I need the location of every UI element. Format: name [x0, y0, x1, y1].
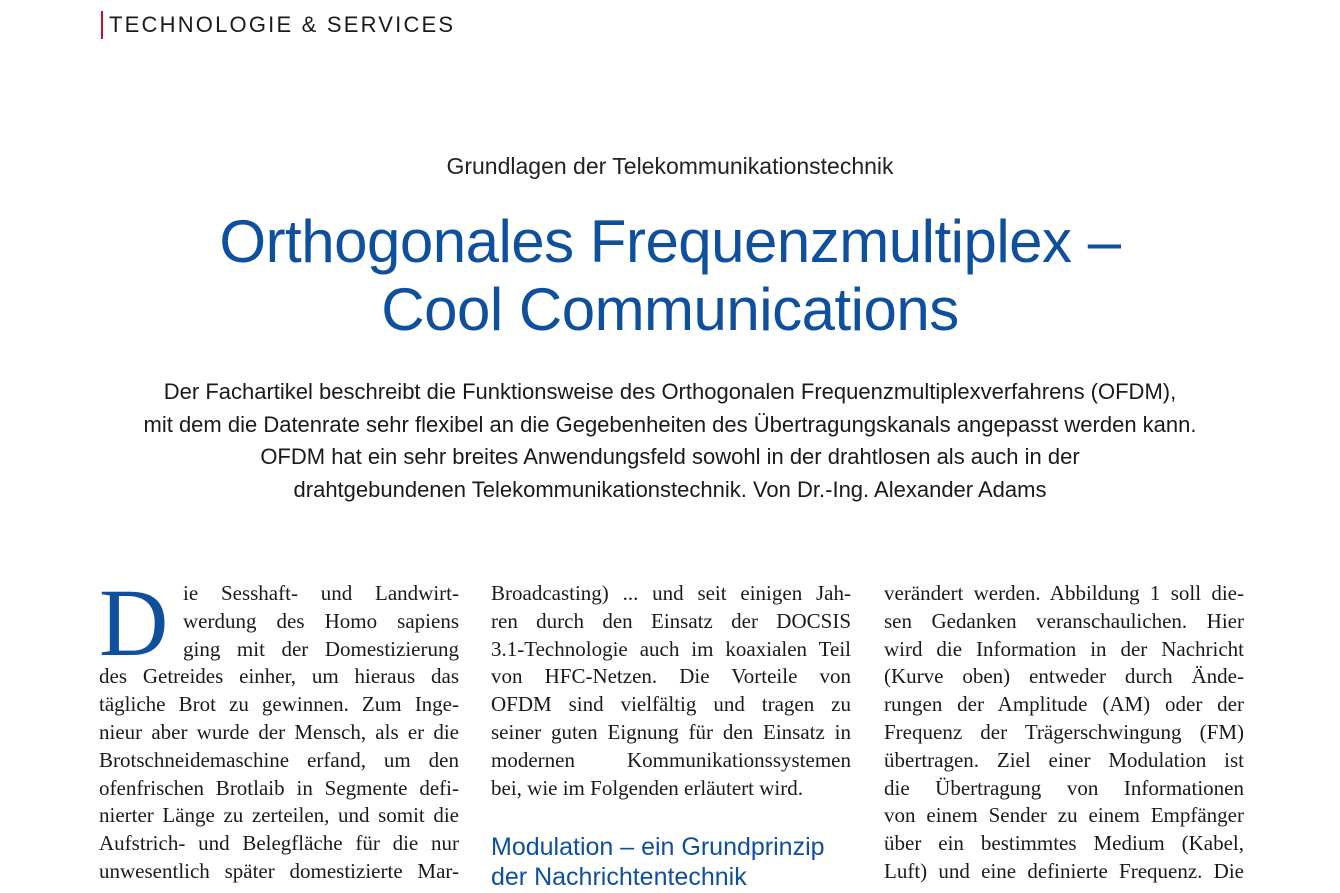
headline-line-2: Cool Communications	[381, 276, 959, 343]
subhead-line-2: der Nachrichtentechnik	[491, 863, 747, 891]
lead-line: Der Fachartikel beschreibt die Funktionsweise des Orthogonalen Frequenzmultiplexverfahrens (OFDM),	[163, 379, 1177, 404]
body-line: 3.1-Technologie auch im koaxialen Teil	[491, 636, 851, 661]
body-line: von einem Sender zu einem Empfänger	[884, 803, 1244, 828]
article-kicker: Grundlagen der Telekommunikationstechnik	[446, 153, 894, 179]
body-line: die Übertragung von Informationen	[884, 775, 1244, 800]
section-header: TECHNOLOGIE & SERVICES	[101, 11, 455, 39]
body-line: ofenfrischen Brotlaib in Segmente defi-	[99, 775, 459, 800]
body-line: nieur aber wurde der Mensch, als er die	[99, 719, 459, 744]
body-line: unwesentlich später domestizierte Mar-	[99, 858, 459, 883]
lead-line: OFDM hat ein sehr breites Anwendungsfeld sowohl in der drahtlosen als auch in der	[260, 444, 1080, 469]
lead-line: mit dem die Datenrate sehr flexibel an die Gegebenheiten des Übertragungskanals angepasst werden kann.	[143, 411, 1197, 437]
body-line: ie Sesshaft- und Landwirt-	[183, 581, 459, 605]
body-line: Aufstrich- und Belegfläche für die nur	[99, 831, 459, 856]
body-column-1	[99, 569, 459, 886]
body-column-2	[491, 580, 851, 802]
body-line: des Getreides einher, um hieraus das	[99, 664, 459, 689]
lead-line: drahtgebundenen Telekommunikationstechnik. Von Dr.-Ing. Alexander Adams	[293, 476, 1047, 502]
subhead-line-1: Modulation – ein Grundprinzip	[491, 833, 825, 861]
body-line: von HFC-Netzen. Die Vorteile von	[491, 664, 851, 689]
article-lead	[60, 376, 1280, 506]
body-line: bei, wie im Folgenden erläutert wird.	[491, 775, 803, 800]
body-line: tägliche Brot zu gewinnen. Zum Inge-	[99, 692, 459, 717]
body-line: ren durch den Einsatz der DOCSIS	[491, 608, 851, 633]
body-line: seiner guten Eignung für den Einsatz in	[491, 719, 851, 744]
article-headline	[0, 208, 1340, 344]
body-line: ging mit der Domestizierung	[183, 636, 459, 661]
body-line: OFDM sind vielfältig und tragen zu	[491, 692, 851, 717]
body-line: werdung des Homo sapiens	[183, 608, 459, 633]
drop-cap: D	[99, 569, 169, 676]
body-line: (Kurve oben) entweder durch Ände-	[884, 664, 1244, 689]
body-line: über ein bestimmtes Medium (Kabel,	[884, 831, 1244, 856]
body-line: Brotschneidemaschine erfand, um den	[99, 747, 459, 772]
body-line: verändert werden. Abbildung 1 soll die-	[884, 581, 1244, 605]
body-line: rungen der Amplitude (AM) oder der	[884, 692, 1244, 717]
body-line: Luft) und eine definierte Frequenz. Die	[884, 858, 1244, 883]
body-line: Broadcasting) ... und seit einigen Jah-	[491, 581, 851, 605]
section-subhead	[491, 832, 851, 892]
body-line: übertragen. Ziel einer Modulation ist	[884, 747, 1244, 772]
body-column-3	[884, 580, 1244, 886]
body-line: sen Gedanken veranschaulichen. Hier	[884, 608, 1244, 633]
body-line: modernen Kommunikationssystemen	[491, 747, 851, 772]
body-line: nierter Länge zu zerteilen, und somit die	[99, 803, 459, 828]
body-line: Frequenz der Trägerschwingung (FM)	[884, 719, 1244, 744]
headline-line-1: Orthogonales Frequenzmultiplex –	[219, 208, 1121, 275]
body-line: wird die Information in der Nachricht	[884, 636, 1244, 661]
